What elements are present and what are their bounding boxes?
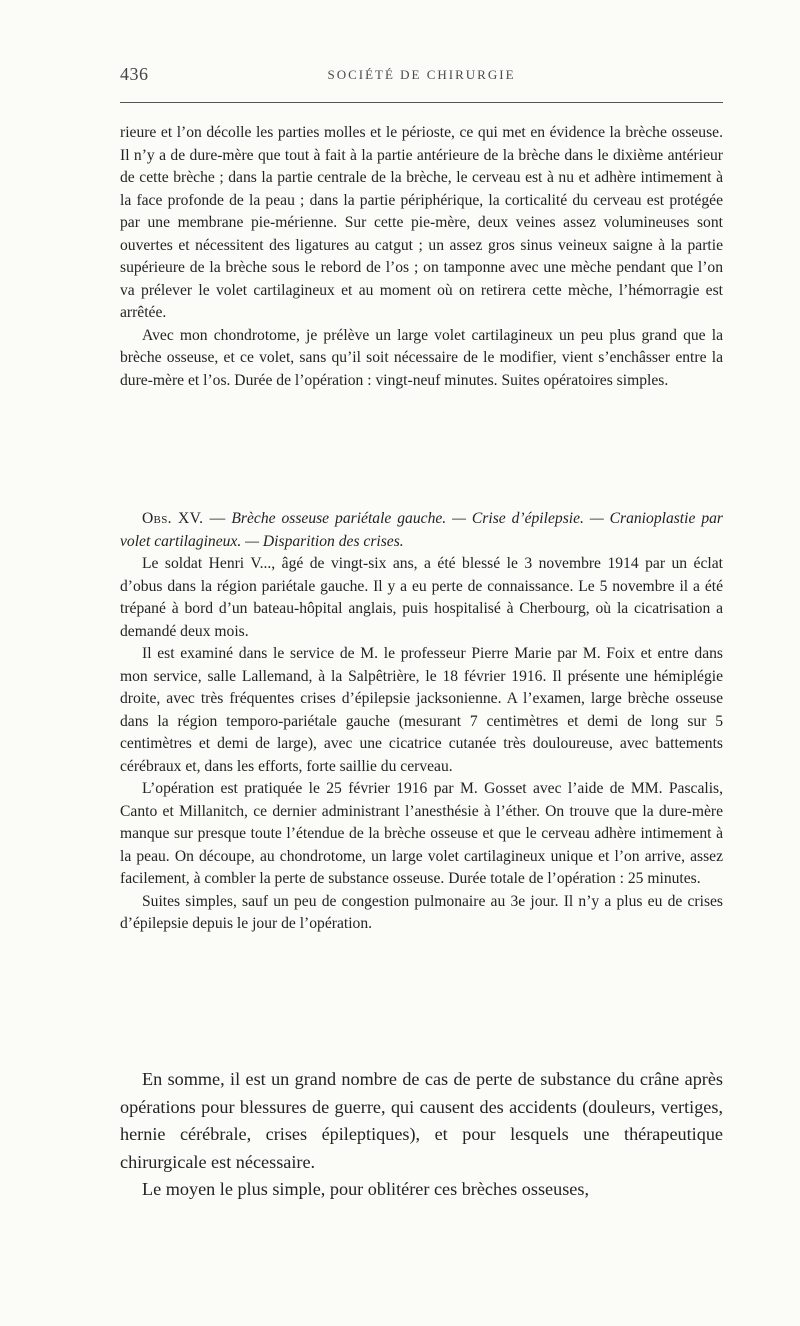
- observation-paragraph: L’opération est pratiquée le 25 février 1916 par M. Gosset avec l’aide de MM. Pascalis, Canto et Millanitch, ce dernier administrant l’anesthésie à l’éther. On trouve que la dure-mère manque sur presque toute l’étendue de la brèche osseuse et que le cerveau adhère intimement à la peau. On découpe, au chondrotome, un large volet cartilagineux unique et l’on arrive, assez facilement, à combler la perte de substance osseuse. Durée totale de l’opération : 25 minutes.: [120, 780, 723, 887]
- running-head: SOCIÉTÉ DE CHIRURGIE: [327, 67, 516, 82]
- observation-label: Obs. XV. —: [142, 510, 226, 527]
- page-header: [120, 64, 723, 88]
- observation-title: Brèche osseuse pariétale gauche. — Crise d’épilepsie. — Cranioplastie par volet cartilagineux. — Disparition des crises.: [120, 510, 723, 550]
- continued-text-block: [120, 122, 723, 392]
- header-rule: [120, 102, 723, 103]
- observation-heading: [120, 508, 723, 553]
- conclusion-block: [120, 1066, 723, 1204]
- body-paragraph: Avec mon chondrotome, je prélève un large volet cartilagineux un peu plus grand que la brèche osseuse, et ce volet, sans qu’il soit nécessaire de le modifier, vient s’enchâsser entre la dure-mère et l’os. Durée de l’opération : vingt-neuf minutes. Suites opératoires simples.: [120, 326, 723, 389]
- observation-paragraph: Suites simples, sauf un peu de congestion pulmonaire au 3e jour. Il n’y a plus eu de crises d’épilepsie depuis le jour de l’opération.: [120, 892, 723, 932]
- observation-paragraph: Il est examiné dans le service de M. le professeur Pierre Marie par M. Foix et entre dans mon service, salle Lallemand, à la Salpêtrière, le 18 février 1916. Il présente une hémiplégie droite, avec très fréquentes crises d’épilepsie jacksonienne. A l’examen, large brèche osseuse dans la région temporo-pariétale gauche (mesurant 7 centimètres et demi de long sur 5 centimètres et demi de large), avec une cicatrice cutanée très douloureuse, avec battements cérébraux et, dans les efforts, forte saillie du cerveau.: [120, 645, 723, 775]
- observation-paragraph: Le soldat Henri V..., âgé de vingt-six ans, a été blessé le 3 novembre 1914 par un éclat d’obus dans la région pariétale gauche. Il y a eu perte de connaissance. Le 5 novembre il a été trépané à bord d’un bateau-hôpital anglais, puis hospitalisé à Cherbourg, où la cicatrisation a demandé deux mois.: [120, 555, 723, 640]
- body-paragraph: rieure et l’on décolle les parties molles et le périoste, ce qui met en évidence la brèche osseuse. Il n’y a de dure-mère que tout à fait à la partie antérieure de la brèche dans le dixième antérieur de cette brèche ; dans la partie centrale de la brèche, le cerveau est à nu et adhère intimement à la face profonde de la peau ; dans la partie périphérique, la corticalité du cerveau est protégée par une membrane pie-mérienne. Sur cette pie-mère, deux veines assez volumineuses sont ouvertes et nécessitent des ligatures au catgut ; un assez gros sinus veineux saigne à la partie supérieure de la brèche sous le rebord de l’os ; on tamponne avec une mèche pendant que l’on va prélever le volet cartilagineux et au moment où on retirera cette mèche, l’hémorragie est arrêtée.: [120, 124, 723, 321]
- page-number: 436: [120, 64, 149, 84]
- observation-block: [120, 508, 723, 936]
- body-paragraph: En somme, il est un grand nombre de cas de perte de substance du crâne après opérations pour blessures de guerre, qui causent des accidents (douleurs, vertiges, hernie cérébrale, crises épileptiques), et pour lesquels une thérapeutique chirurgicale est nécessaire.: [120, 1069, 723, 1172]
- body-paragraph: Le moyen le plus simple, pour oblitérer ces brèches osseuses,: [142, 1179, 589, 1200]
